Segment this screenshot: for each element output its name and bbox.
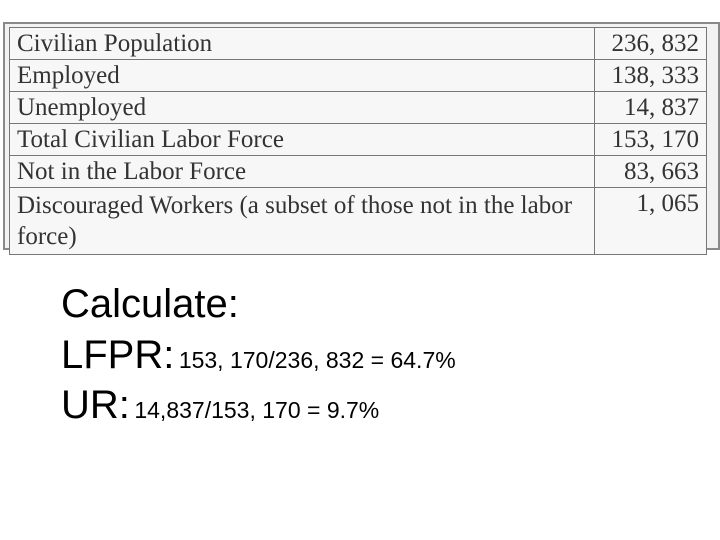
row-value-unemployed: 14, 837 <box>595 92 707 124</box>
row-value-employed: 138, 333 <box>595 60 707 92</box>
row-value-not-in-labor-force: 83, 663 <box>595 156 707 188</box>
lfpr-label: LFPR: <box>61 333 175 377</box>
table-row <box>10 28 707 60</box>
ur-calculation-line <box>61 383 379 428</box>
table-row <box>10 92 707 124</box>
table-row <box>10 188 707 255</box>
row-label-total-labor-force: Total Civilian Labor Force <box>10 124 595 156</box>
row-label-unemployed: Unemployed <box>10 92 595 124</box>
table-row <box>10 156 707 188</box>
calculation-heading <box>61 282 239 327</box>
table-row <box>10 124 707 156</box>
lfpr-formula: 153, 170/236, 832 = 64.7% <box>178 347 456 373</box>
labor-statistics-table <box>9 27 707 255</box>
row-value-discouraged-workers: 1, 065 <box>595 188 707 255</box>
row-label-employed: Employed <box>10 60 595 92</box>
calculate-heading-text: Calculate: <box>61 282 239 326</box>
row-value-total-labor-force: 153, 170 <box>595 124 707 156</box>
labor-statistics-table-container <box>3 22 720 250</box>
row-label-not-in-labor-force: Not in the Labor Force <box>10 156 595 188</box>
ur-label: UR: <box>61 383 130 427</box>
row-label-civilian-population: Civilian Population <box>10 28 595 60</box>
ur-formula: 14,837/153, 170 = 9.7% <box>134 397 380 423</box>
row-value-civilian-population: 236, 832 <box>595 28 707 60</box>
lfpr-calculation-line <box>61 333 456 378</box>
row-label-discouraged-workers: Discouraged Workers (a subset of those not in the labor force) <box>10 188 595 255</box>
table-row <box>10 60 707 92</box>
